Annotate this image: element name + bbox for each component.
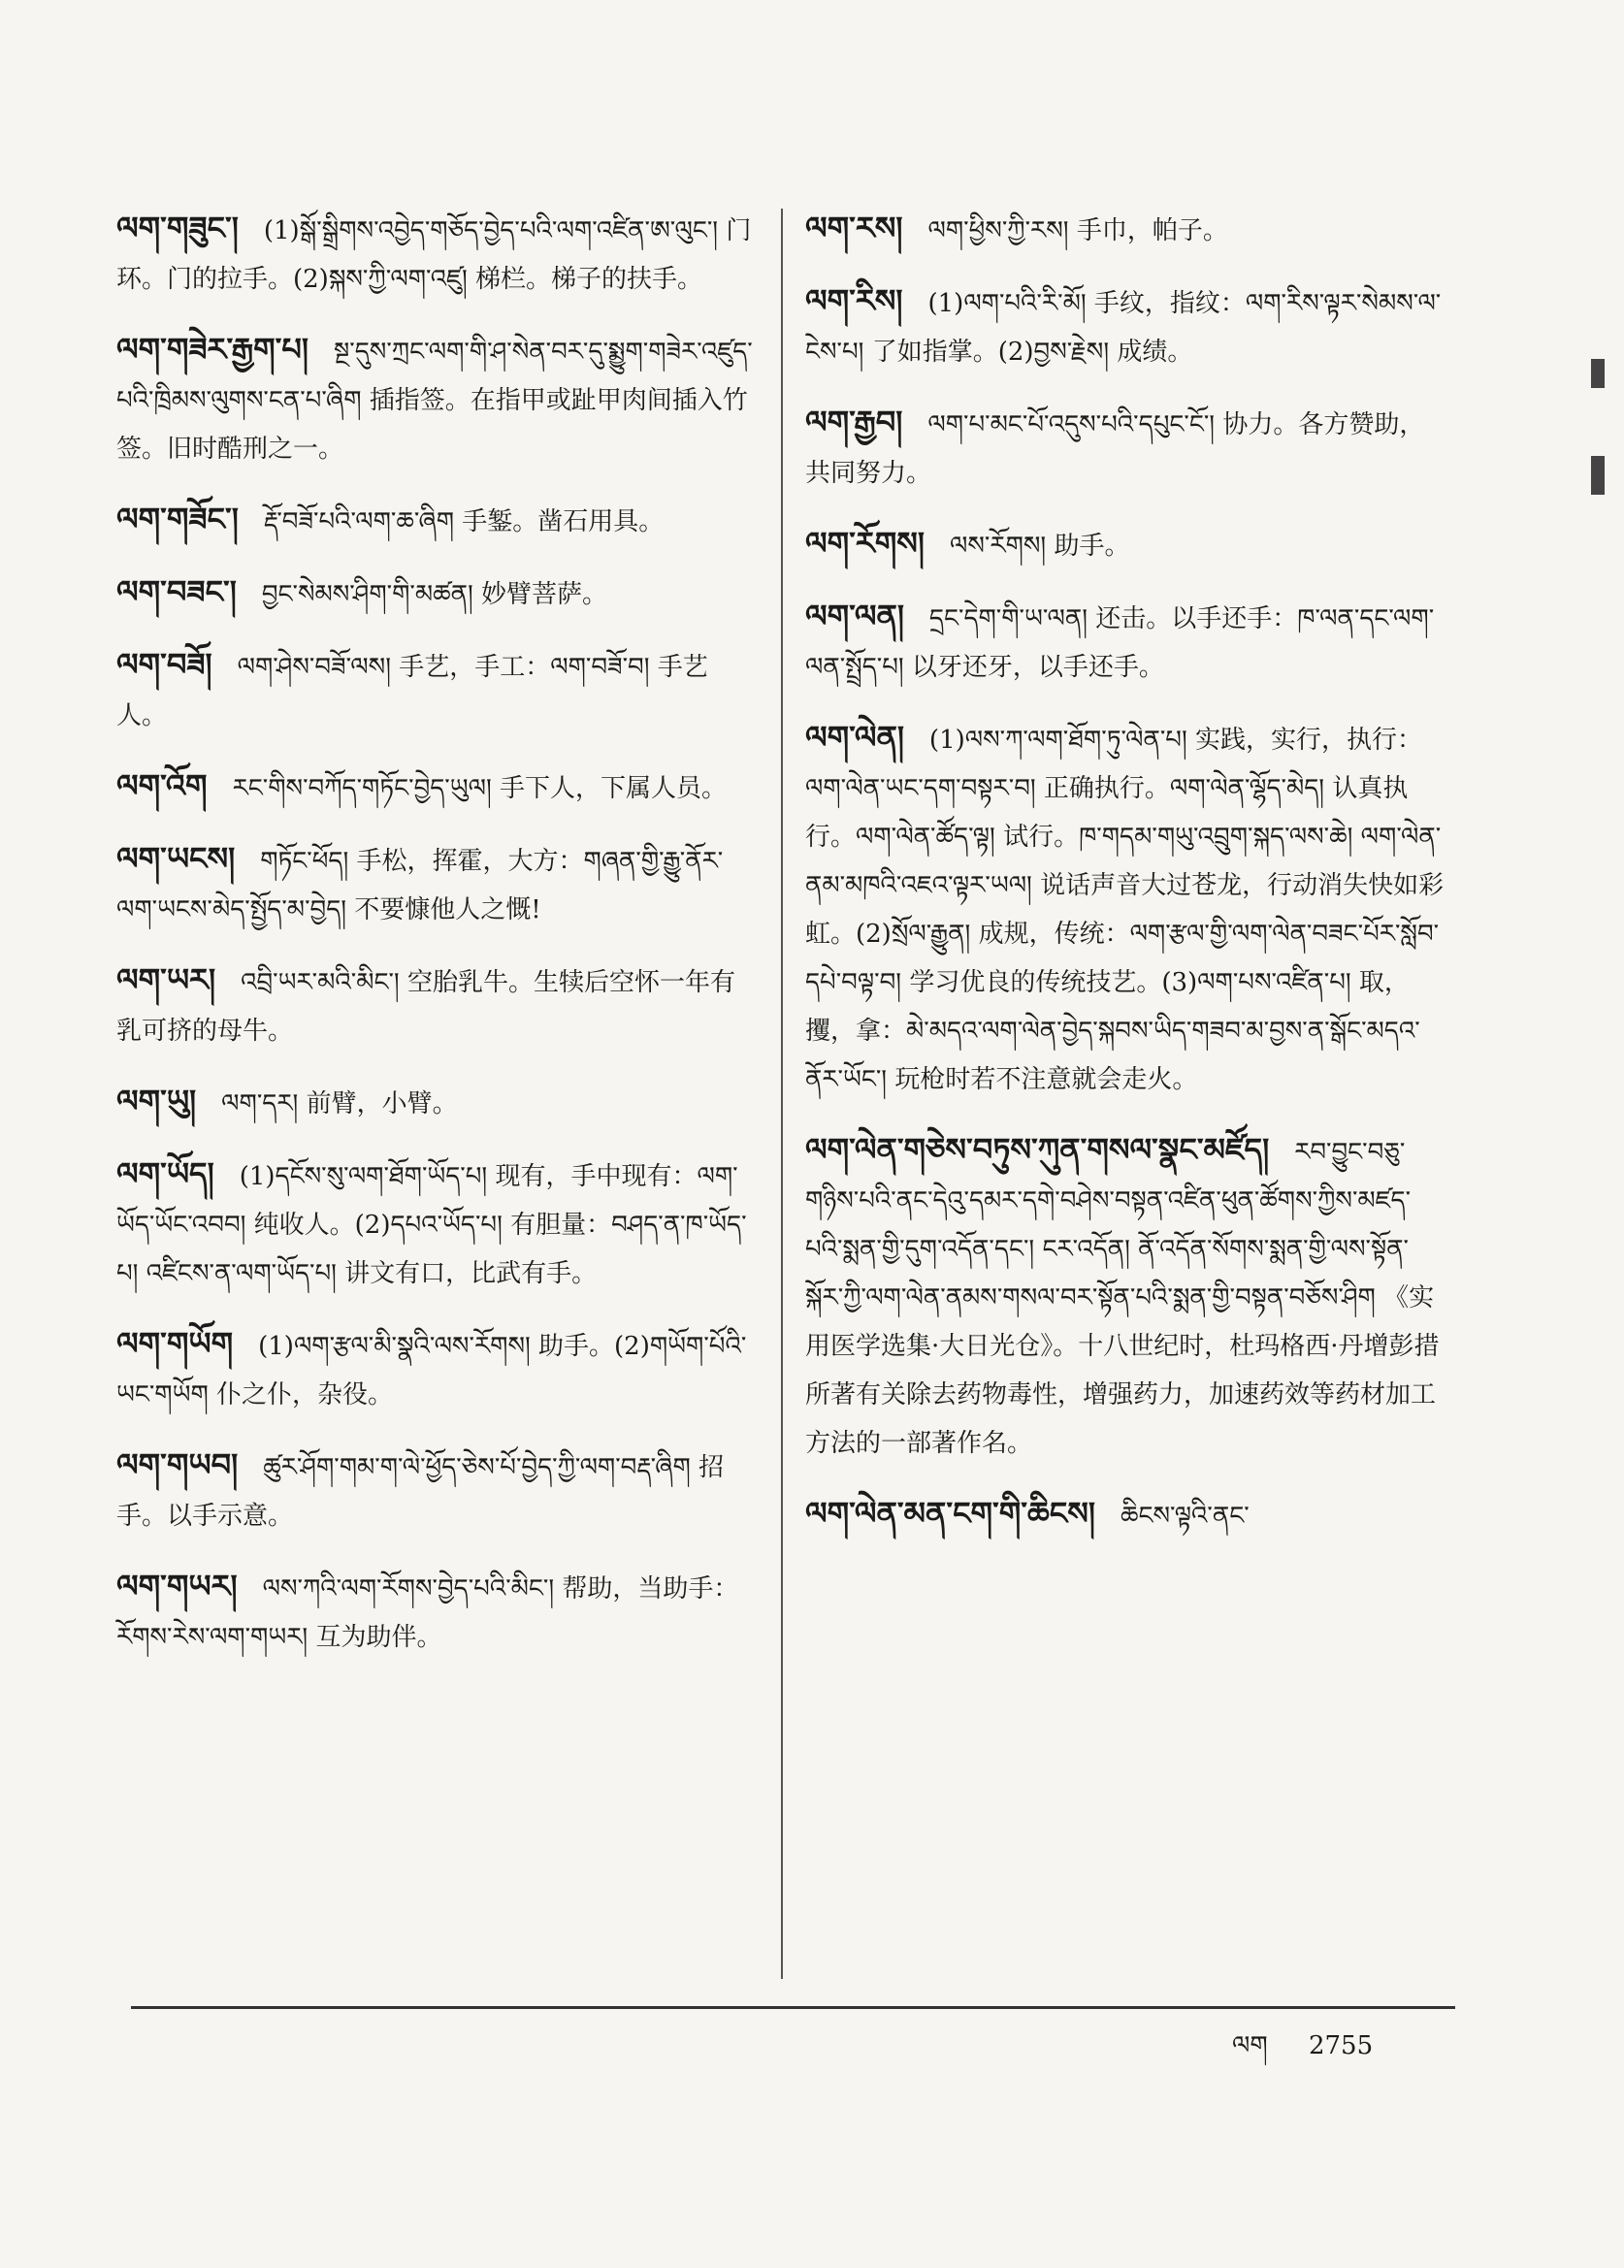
- entry-definition: (1)ལས་ཀ་ལག་ཐོག་ཏུ་ལེན་པ། 实践，实行，执行：ལག་ལེན་ཡང་དག་བསྟར་བ། 正确执行。ལག་ལེན་ལྷོད་མེད། 认真执行。ལག་ལེན་ཚོད་ལྟ། 试行。ཁ་གདམ་གཡུ་འབྲུག་སྐད་ལས་ཆེ། ལག་ལེན་ནམ་མཁའི་འཇའ་ལྟར་ཡལ། 说话声音大过苍龙，行动消失快如彩虹。(2)སྲོལ་རྒྱུན། 成规，传统：ལག་རྩལ་གྱི་ལག་ལེན་བཟང་པོར་སློབ་དཔེ་བལྟ་བ། 学习优良的传统技艺。(3)ལག་པས་འཛིན་པ། 取，攫，拿：མེ་མདའ་ལག་ལེན་བྱེད་སྐབས་ཡིད་གཟབ་མ་བྱས་ན་སྒོང་མདའ་ནོར་ཡོང་། 玩枪时若不注意就会走火。: [805, 726, 1445, 1094]
- entry-definition: ཆིངས་ལྟའི་ནང་: [1120, 1502, 1250, 1531]
- dictionary-entry: [805, 1125, 1445, 1468]
- dictionary-entry: [116, 1150, 757, 1298]
- dictionary-entry: [116, 761, 757, 813]
- entry-headword: ལག་རོགས།: [805, 525, 926, 562]
- entry-headword: ལག་ཡོད།: [116, 1155, 214, 1192]
- entry-definition: སྔ་དུས་ཀྲང་ལག་གི་ཤ་སེན་བར་དུ་སྨྱུག་གཟེར་འཛུད་པའི་ཁྲིམས་ལུགས་ངན་པ་ཞིག 插指签。在指甲或趾甲肉间插入竹签。旧时酷刑之一。: [116, 338, 753, 464]
- edge-mark: [1591, 456, 1605, 495]
- entry-headword: ལག་འོག: [116, 767, 208, 804]
- dictionary-entry: [805, 398, 1445, 498]
- dictionary-entry: [116, 956, 757, 1055]
- entry-headword: ལག་རྒྱབ།: [805, 404, 903, 440]
- entry-definition: (1)ལག་པའི་རི་མོ། 手纹，指纹：ལག་རིས་ལྟར་སེམས་ལ་ངེས་པ། 了如指掌。(2)བྱས་རྗེས། 成绩。: [805, 289, 1442, 367]
- dictionary-entry: [116, 640, 757, 740]
- left-column: [116, 204, 757, 1683]
- entry-definition: (1)ལག་རྩལ་མི་སྣའི་ལས་རོགས། 助手。(2)གཡོག་པོའི་ཡང་གཡོག 仆之仆，杂役。: [116, 1332, 747, 1409]
- entry-headword: ལག་གཟེར་རྒྱག་པ།: [116, 331, 309, 368]
- dictionary-entry: [805, 1489, 1445, 1540]
- footer-rule: [131, 2006, 1455, 2009]
- entry-definition: (1)དངོས་སུ་ལག་ཐོག་ཡོད་པ། 现有，手中现有：ལག་ཡོད་ཡོང་འབབ། 纯收人。(2)དཔའ་ཡོད་པ། 有胆量：བཤད་ན་ཁ་ཡོད་པ། འཛིངས་ན་ལག་ཡོད་པ། 讲文有口，比武有手。: [116, 1162, 747, 1288]
- entry-definition: ལག་ཕྱིས་ཀྱི་རས། 手巾，帕子。: [927, 216, 1228, 245]
- dictionary-entry: [116, 1319, 757, 1419]
- entry-definition: ལག་ཤེས་བཟོ་ལས། 手艺，手工：ལག་བཟོ་བ། 手艺人。: [116, 653, 708, 730]
- entry-headword: ལག་ལེན་མན་ངག་གི་ཆིངས།: [805, 1495, 1095, 1532]
- page-number: 2755: [1308, 2031, 1374, 2060]
- dictionary-entry: [116, 204, 757, 304]
- dictionary-entry: [116, 325, 757, 473]
- entry-definition: རང་གིས་བཀོད་གཏོང་བྱེད་ཡུལ། 手下人，下属人员。: [232, 774, 727, 803]
- entry-definition: བྱང་སེམས་ཤིག་གི་མཚན། 妙臂菩萨。: [261, 580, 608, 609]
- entry-definition: དྲང་དེག་གི་ཡ་ལན། 还击。以手还手：ཁ་ལན་དང་ལག་ལན་སྤྲོད་པ། 以牙还牙，以手还手。: [805, 604, 1435, 682]
- column-divider: [781, 209, 783, 1979]
- entry-headword: ལག་གཡབ།: [116, 1446, 239, 1483]
- entry-headword: ལག་བཟོ།: [116, 646, 212, 683]
- dictionary-entry: [116, 1441, 757, 1540]
- entry-headword: ལག་ཡུ།: [116, 1083, 197, 1119]
- dictionary-entry: [116, 495, 757, 546]
- entry-headword: ལག་གཡོག: [116, 1325, 234, 1362]
- dictionary-entry: [805, 276, 1445, 376]
- entry-headword: ལག་རས།: [805, 210, 903, 246]
- dictionary-entry: [116, 834, 757, 934]
- entry-definition: ལག་པ་མང་པོ་འདུས་པའི་དཔུང་ངོ་། 协力。各方赞助，共同努力。: [805, 410, 1425, 488]
- page-footer: [1232, 2018, 1373, 2089]
- entry-headword: ལག་ལེན།: [805, 719, 904, 756]
- entry-headword: ལག་གཡར།: [116, 1568, 238, 1604]
- edge-mark: [1591, 359, 1605, 388]
- entry-definition: (1)སྒོ་སྒྲིགས་འབྱེད་གཅོད་བྱེད་པའི་ལག་འཛིན་ཨ་ལུང་། 门环。门的拉手。(2)སྐས་ཀྱི་ལག་འཛུ། 梯栏。梯子的扶手。: [116, 216, 752, 294]
- entry-definition: ཚུར་ཤོག་གམ་ག་ལེ་ཕྱོད་ཅེས་པོ་བྱེད་ཀྱི་ལག་བརྡ་ཞིག 招手。以手示意。: [116, 1453, 725, 1531]
- entry-definition: འབྲི་ཡར་མའི་མིང་། 空胎乳牛。生犊后空怀一年有乳可挤的母牛。: [116, 968, 735, 1046]
- entry-definition: ལག་དར། 前臂，小臂。: [221, 1089, 458, 1118]
- entry-headword: ལག་བཟང་།: [116, 573, 237, 610]
- dictionary-entry: [805, 204, 1445, 255]
- entry-headword: ལག་ཡར།: [116, 961, 216, 998]
- entry-definition: ལས་ཀའི་ལག་རོགས་བྱེད་པའི་མིང་། 帮助，当助手：རོགས་རེས་ལག་གཡར། 互为助伴。: [116, 1574, 739, 1652]
- entry-definition: རབ་བྱུང་བཅུ་གཉིས་པའི་ནང་དེའུ་དམར་དགེ་བཤེས་བསྟན་འཛིན་ཕུན་ཚོགས་ཀྱིས་མཛད་པའི་སྨན་གྱི་དུག་འདོན་དང་། ངར་འདོན། ནོ་འདོན་སོགས་སྨན་གྱི་ལས་སྟོན་སྐོར་ཀྱི་ལག་ལེན་ནམས་གསལ་བར་སྟོན་པའི་སྨན་གྱི་བསྟན་བཅོས་ཤིག 《实用医学选集·大日光仓》。十八世纪时，杜玛格西·丹增彭措所著有关除去药物毒性，增强药力，加速药效等药材加工方法的一部著作名。: [805, 1138, 1440, 1458]
- entry-definition: གཏོང་ཕོད། 手松，挥霍，大方：གཞན་གྱི་རྒྱུ་ནོར་ལག་ཡངས་མེད་སྤྱོད་མ་བྱེད། 不要慷他人之慨!: [116, 847, 724, 924]
- entry-headword: ལག་རིས།: [805, 282, 903, 319]
- running-head: ལག: [1232, 2031, 1268, 2060]
- right-column: [805, 204, 1445, 1562]
- entry-headword: ལག་ཡངས།: [116, 840, 236, 877]
- dictionary-entry: [116, 567, 757, 619]
- dictionary-entry: [805, 519, 1445, 570]
- entry-headword: ལག་གཟོང་།: [116, 501, 239, 537]
- dictionary-entry: [805, 713, 1445, 1104]
- dictionary-entry: [805, 592, 1445, 692]
- entry-definition: ལས་རོགས། 助手。: [950, 532, 1130, 561]
- dictionary-entry: [116, 1077, 757, 1128]
- dictionary-entry: [116, 1562, 757, 1662]
- entry-headword: ལག་གཟུང་།: [116, 210, 239, 246]
- entry-definition: རྡོ་བཟོ་པའི་ལག་ཆ་ཞིག 手錾。凿石用具。: [263, 507, 665, 536]
- entry-headword: ལག་ལེན་གཅེས་བཏུས་ཀུན་གསལ་སྣང་མཛོད།: [805, 1131, 1270, 1168]
- entry-headword: ལག་ལན།: [805, 598, 904, 634]
